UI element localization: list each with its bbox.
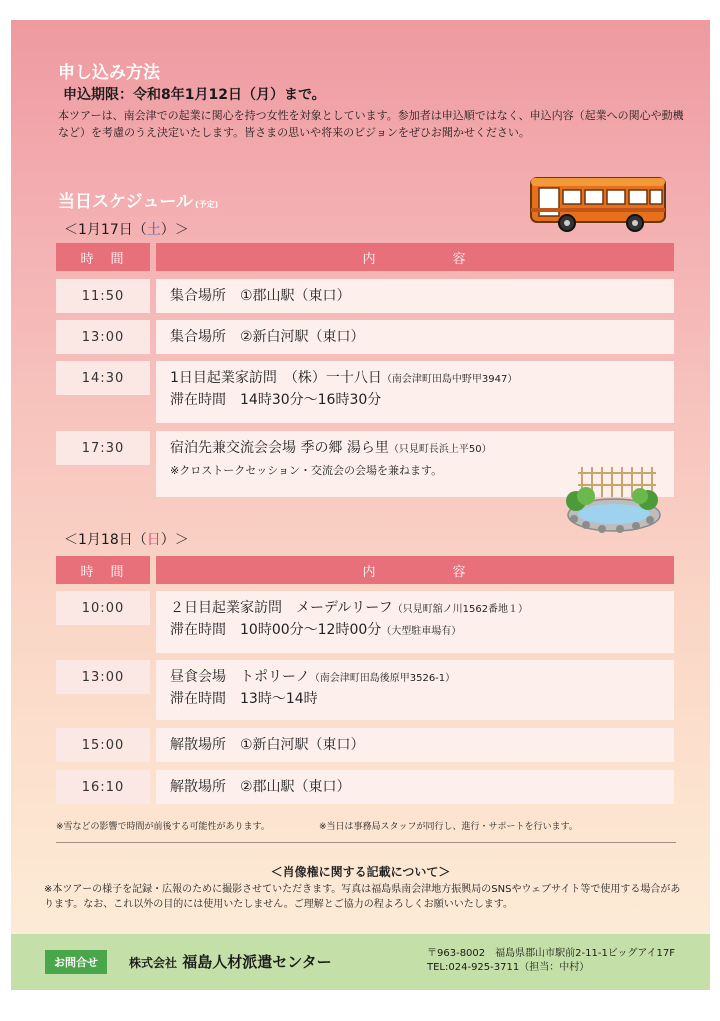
day2-header-content: 内 容 <box>156 556 674 584</box>
schedule-heading-text: 当日スケジュール <box>58 192 193 212</box>
day1-row4-time: 17:30 <box>56 431 150 465</box>
day1-row3-content <box>156 361 674 423</box>
day1-row2-line1: 集合場所 ②新白河駅（東口） <box>170 329 365 345</box>
day1-row3-time: 14:30 <box>56 361 150 395</box>
portrait-heading: ＜肖像権に関する記載について＞ <box>270 865 451 879</box>
day1-row1-line1: 集合場所 ①郡山駅（東口） <box>170 288 351 304</box>
day2-row1-parking: （大型駐車場有） <box>381 626 462 637</box>
schedule-heading <box>58 187 218 212</box>
day2-row1-line1: ２日目起業家訪問 メーデルリーフ <box>170 600 393 616</box>
application-deadline: 申込期限：令和8年1月12日（月）まで。 <box>63 87 326 103</box>
schedule-heading-note: (予定) <box>194 200 219 209</box>
day1-dow: 土 <box>146 222 161 238</box>
day2-row1-line2: 滞在時間 10時00分～12時00分 <box>170 622 382 638</box>
day1-row1-time: 11:50 <box>56 279 150 313</box>
day2-row3-time: 15:00 <box>56 728 150 762</box>
day1-close: ）＞ <box>160 222 189 238</box>
day1-header-content: 内 容 <box>156 243 674 271</box>
day2-close: ）＞ <box>160 532 189 548</box>
contact-company-prefix: 株式会社 <box>129 956 178 970</box>
application-heading: 申し込み方法 <box>58 63 160 83</box>
day1-open: ＜1月17日（ <box>64 222 147 238</box>
day1-row4-line1: 宿泊先兼交流会会場 季の郷 湯ら里 <box>170 440 389 456</box>
contact-address: 〒963-8002 福島県郡山市駅前2-11-1ビッグアイ17F <box>427 948 675 959</box>
day1-row2-time: 13:00 <box>56 320 150 354</box>
divider <box>56 842 676 843</box>
contact-address-block <box>427 947 675 975</box>
day2-label <box>64 529 189 549</box>
day1-row4-address: （只見町長浜上平50） <box>388 444 492 455</box>
day1-row1-content <box>156 279 674 313</box>
day2-header-time: 時 間 <box>56 556 150 584</box>
day2-row3-content <box>156 728 674 762</box>
contact-tel: TEL:024-925-3711（担当：中村） <box>427 962 590 973</box>
day1-row3-address: （南会津町田島中野甲3947） <box>381 374 518 385</box>
day2-row1-time: 10:00 <box>56 591 150 625</box>
footnote-weather: ※雪などの影響で時間が前後する可能性があります。 <box>56 822 270 832</box>
day2-row2-address: （南会津町田島後原甲3526-1） <box>309 673 456 684</box>
day2-row1-content <box>156 591 674 653</box>
contact-company <box>129 951 332 972</box>
day2-open: ＜1月18日（ <box>64 532 147 548</box>
day2-dow: 日 <box>146 532 161 548</box>
day2-row4-line1: 解散場所 ②郡山駅（東口） <box>170 779 351 795</box>
day1-row4-note: ※クロストークセッション・交流会の会場を兼ねます。 <box>170 464 443 477</box>
day1-row3-line1: 1日目起業家訪問 （株）一十八日 <box>170 370 382 386</box>
portrait-body: ※本ツアーの様子を記録・広報のために撮影させていただきます。写真は福島県南会津地方振興局のSNSやウェブサイト等で使用する場合があります。なお、これ以外の目的には使用いたしません。ご理解とご協力の程よろしくお願いいたします。 <box>44 884 681 910</box>
contact-bar <box>11 934 710 990</box>
day2-row4-content <box>156 770 674 804</box>
day2-row2-line1: 昼食会場 トポリーノ <box>170 669 310 685</box>
footnote-staff: ※当日は事務局スタッフが同行し、進行・サポートを行います。 <box>319 822 578 832</box>
day1-label <box>64 219 189 239</box>
contact-badge: お問合せ <box>45 950 107 974</box>
day2-row2-time: 13:00 <box>56 660 150 694</box>
day1-row3-line2: 滞在時間 14時30分～16時30分 <box>170 392 382 408</box>
contact-company-name: 福島人材派遣センター <box>182 953 332 971</box>
day2-row3-line1: 解散場所 ①新白河駅（東口） <box>170 737 365 753</box>
day1-row2-content <box>156 320 674 354</box>
flyer-sheet <box>11 20 710 990</box>
day2-row1-address: （只見町舘ノ川1562番地１） <box>392 604 529 615</box>
day2-row4-time: 16:10 <box>56 770 150 804</box>
day1-header-time: 時 間 <box>56 243 150 271</box>
day2-row2-content <box>156 660 674 720</box>
day2-row2-line2: 滞在時間 13時～14時 <box>170 691 318 707</box>
application-description: 本ツアーは、南会津での起業に関心を持つ女性を対象としています。参加者は申込順ではなく、申込内容（起業への関心や動機など）を考慮のうえ決定いたします。皆さまの思いや将来のビジョンをぜひお聞かせください。 <box>58 109 684 139</box>
onsen-icon <box>564 463 664 533</box>
bus-icon <box>529 176 669 234</box>
